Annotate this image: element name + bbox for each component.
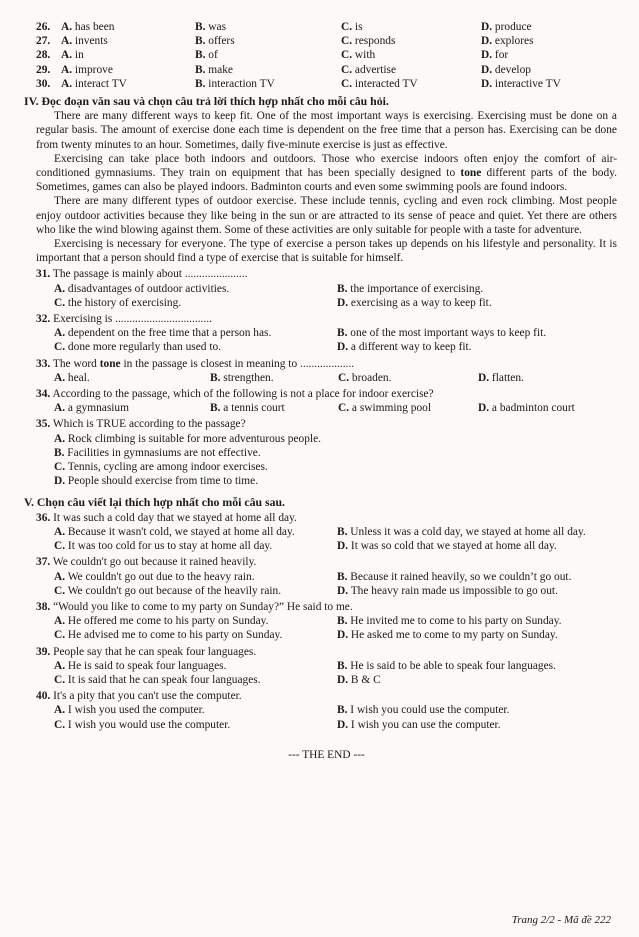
- option-a: A. a gymnasium: [54, 402, 129, 415]
- stem-text: It's a pity that you can't use the computer.: [53, 690, 242, 703]
- option-b: B. make: [195, 63, 233, 76]
- paragraph-text: different parts of the body. Sometimes, games can also be played indoors. Badminton courts and even some swimming pools are found indoors.: [36, 167, 618, 194]
- option-b: B. one of the most important ways to keep fit.: [337, 327, 547, 340]
- bold-word: tone: [460, 167, 482, 180]
- question-stem: [36, 357, 617, 371]
- option-c: C. It was too cold for us to stay at home all day.: [54, 540, 273, 553]
- stem-text: Which is TRUE according to the passage?: [52, 418, 246, 431]
- options: [36, 401, 617, 415]
- option-b: B. interaction TV: [195, 77, 275, 90]
- question-36: [36, 511, 617, 554]
- question-number: 34.: [36, 388, 51, 401]
- question-number: 33.: [36, 357, 51, 370]
- question-number: 31.: [36, 268, 51, 281]
- option-d: D. It was so cold that we stayed at home all day.: [337, 540, 557, 553]
- stem-text: It was such a cold day that we stayed at home all day.: [53, 511, 297, 524]
- option-b: B. a tennis court: [210, 402, 285, 415]
- option-d: D. a different way to keep fit.: [337, 341, 472, 354]
- option-c: C. advertise: [341, 63, 397, 76]
- question-35: [36, 417, 617, 488]
- option-c: C. I wish you would use the computer.: [54, 718, 231, 731]
- option-a: A. He is said to speak four languages.: [54, 659, 227, 672]
- option-c: C. a swimming pool: [338, 402, 432, 415]
- option-a: A. invents: [61, 35, 108, 48]
- passage-paragraph-4: Exercising is necessary for everyone. The type of exercise a person takes up depends on his lifestyle and personality. It is important that a person should find a type of exercise that is suitable for himself.: [36, 238, 617, 265]
- option-d: D. He asked me to come to my party on Sunday.: [337, 629, 558, 642]
- options: [36, 525, 617, 553]
- question-stem: [36, 312, 617, 326]
- question-row: [36, 20, 617, 34]
- question-number: 26.: [36, 21, 51, 33]
- question-37: [36, 555, 617, 598]
- question-stem: [36, 555, 617, 569]
- question-34: [36, 387, 617, 415]
- option-a: A. We couldn't go out due to the heavy rain.: [54, 570, 255, 583]
- question-32: [36, 312, 617, 355]
- option-d: D. develop: [481, 63, 531, 76]
- option-c: C. responds: [341, 35, 396, 48]
- question-row: [36, 34, 617, 48]
- option-a: A. heal.: [54, 371, 90, 384]
- options: [36, 371, 617, 385]
- question-33: [36, 357, 617, 385]
- option-b: B. the importance of exercising.: [337, 282, 484, 295]
- question-number: 28.: [36, 49, 51, 62]
- option-c: C. He advised me to come to his party on Sunday.: [54, 629, 283, 642]
- option-b: B. I wish you could use the computer.: [337, 704, 510, 717]
- option-b: B. Because it rained heavily, so we couldn’t go out.: [337, 570, 572, 583]
- option-a: A. Because it wasn't cold, we stayed at home all day.: [54, 525, 295, 538]
- option-d: D. People should exercise from time to time.: [54, 475, 259, 488]
- passage-paragraph-1: There are many different ways to keep fit. One of the most important ways is exercising. Exercising must be done on a regular basis. The amount of exercise done each time is dependent on the free time that a person has. Exercising can be done from twenty minutes to an hour. Sometimes, daily five-minute exercise is just as effective.: [36, 110, 617, 151]
- option-a: A. improve: [61, 63, 113, 76]
- option-a: A. interact TV: [61, 77, 127, 90]
- option-a: A. has been: [61, 21, 115, 33]
- page-footer: Trang 2/2 - Mã đề 222: [511, 914, 611, 926]
- option-c: C. the history of exercising.: [54, 296, 182, 309]
- question-stem: [36, 645, 617, 659]
- option-d: D. exercising as a way to keep fit.: [337, 296, 492, 309]
- stem-text: “Would you like to come to my party on Sunday?” He said to me.: [53, 600, 353, 613]
- stem-text: We couldn't go out because it rained heavily.: [52, 556, 257, 569]
- option-c: C. interacted TV: [341, 77, 418, 90]
- stem-text: Exercising is ..................................: [53, 313, 212, 326]
- option-b: B. was: [195, 21, 227, 33]
- stem-text: The passage is mainly about ......................: [52, 268, 248, 281]
- option-d: D. B & C: [337, 673, 381, 686]
- question-number: 36.: [36, 511, 51, 524]
- options: [36, 659, 617, 687]
- option-c: C. with: [341, 49, 376, 62]
- option-c: C. Tennis, cycling are among indoor exercises.: [54, 461, 268, 474]
- question-stem: [36, 387, 617, 401]
- stem-text: According to the passage, which of the following is not a place for indoor exercise?: [52, 388, 434, 401]
- option-b: B. He is said to be able to speak four languages.: [337, 659, 556, 672]
- option-a: A. I wish you used the computer.: [54, 704, 205, 717]
- question-row: [36, 77, 617, 91]
- options: [36, 703, 617, 731]
- options: [36, 570, 617, 598]
- question-number: 30.: [36, 77, 51, 90]
- question-39: [36, 645, 617, 688]
- option-c: C. We couldn't go out because of the heavily rain.: [54, 584, 282, 597]
- question-40: [36, 689, 617, 732]
- option-d: D. a badminton court: [478, 402, 575, 415]
- options: [36, 432, 617, 489]
- option-d: D. produce: [481, 21, 532, 33]
- question-number: 35.: [36, 418, 51, 431]
- bold-word: tone: [99, 357, 121, 370]
- question-stem: [36, 417, 617, 431]
- options: [36, 282, 617, 310]
- question-stem: [36, 267, 617, 281]
- option-b: B. Unless it was a cold day, we stayed at home all day.: [337, 525, 586, 538]
- question-number: 32.: [36, 313, 51, 326]
- question-number: 27.: [36, 35, 51, 48]
- question-38: [36, 600, 617, 643]
- option-b: B. offers: [195, 35, 235, 48]
- option-d: D. explores: [481, 35, 534, 48]
- option-a: A. He offered me come to his party on Sunday.: [54, 615, 269, 628]
- passage-paragraph-3: There are many different types of outdoor exercise. These include tennis, cycling and even rock climbing. Most people enjoy outdoor activities because they like being in the sun or are attracted to its sense of peace and quiet. Yet there are others who like the wind blowing against them. Some of these activities are only suitable for people with a taste for adventure.: [36, 195, 617, 236]
- stem-text: The word: [52, 357, 100, 370]
- question-stem: [36, 511, 617, 525]
- option-a: A. in: [61, 49, 84, 62]
- option-c: C. broaden.: [338, 371, 392, 384]
- option-d: D. flatten.: [478, 371, 524, 384]
- paragraph-text: Exercising can take place both indoors and outdoors. Those who exercise indoors often enjoy the comfort of air-conditioned gymnasiums. They train on equipment that has been specially designed to: [36, 152, 617, 180]
- section-5-title: V. Chọn câu viết lại thích hợp nhất cho mỗi câu sau.: [24, 494, 285, 509]
- question-31: [36, 267, 617, 310]
- option-c: C. It is said that he can speak four languages.: [54, 673, 261, 686]
- stem-text: in the passage is closest in meaning to ...................: [120, 357, 355, 370]
- option-c: C. is: [341, 21, 363, 33]
- question-number: 40.: [36, 690, 51, 703]
- option-b: B. strengthen.: [210, 371, 274, 384]
- question-number: 37.: [36, 556, 51, 569]
- option-b: B. Facilities in gymnasiums are not effective.: [54, 446, 261, 459]
- stem-text: People say that he can speak four languages.: [53, 645, 257, 658]
- question-number: 38.: [36, 600, 51, 613]
- option-b: B. He invited me to come to his party on Sunday.: [337, 615, 562, 628]
- question-row: [36, 48, 617, 62]
- passage-paragraph-2: [36, 152, 617, 195]
- options: [36, 614, 617, 642]
- option-d: D. for: [481, 49, 509, 62]
- top-questions: [36, 20, 617, 91]
- option-d: D. interactive TV: [481, 77, 561, 90]
- options: [36, 326, 617, 354]
- option-b: B. of: [195, 49, 218, 62]
- question-number: 39.: [36, 645, 51, 658]
- option-a: A. Rock climbing is suitable for more adventurous people.: [54, 432, 321, 445]
- section-4-title: IV. Đọc đoạn văn sau và chọn câu trả lời thích hợp nhất cho mỗi câu hỏi.: [24, 94, 389, 109]
- question-stem: [36, 689, 617, 703]
- option-c: C. done more regularly than used to.: [54, 341, 222, 354]
- question-number: 29.: [36, 63, 51, 76]
- end-marker: --- THE END ---: [288, 748, 365, 761]
- question-row: [36, 63, 617, 77]
- option-d: D. I wish you can use the computer.: [337, 718, 501, 731]
- option-a: A. disadvantages of outdoor activities.: [54, 282, 230, 295]
- question-stem: [36, 600, 617, 614]
- option-d: D. The heavy rain made us impossible to go out.: [337, 584, 558, 597]
- option-a: A. dependent on the free time that a person has.: [54, 327, 272, 340]
